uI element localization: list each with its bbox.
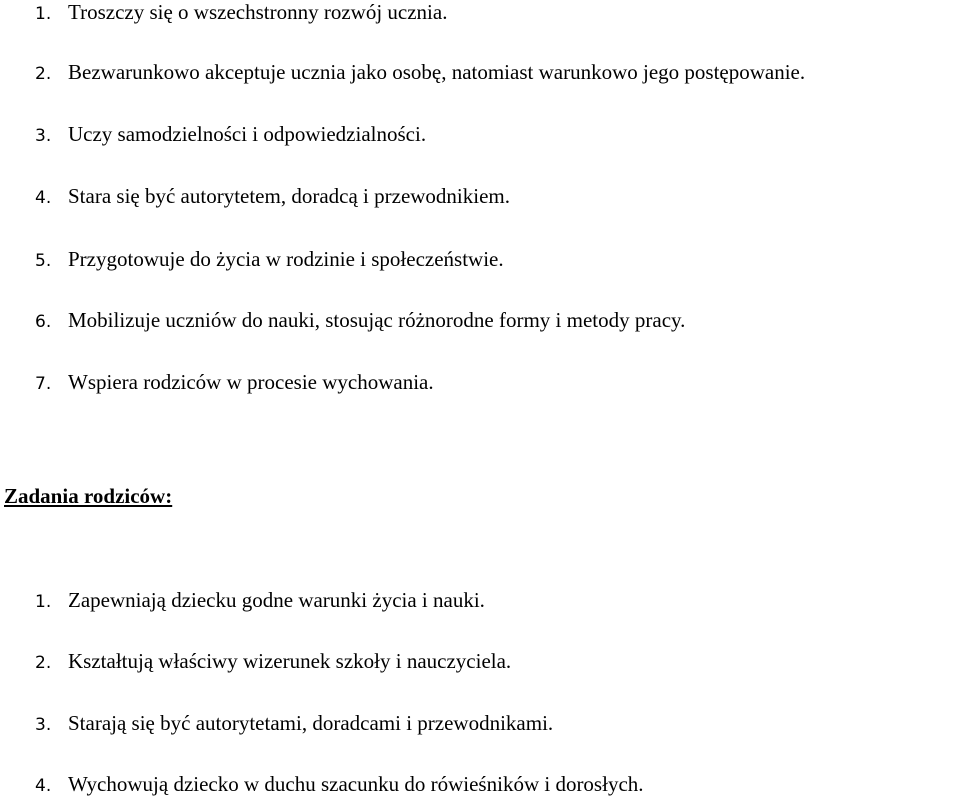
list-number: 2. [35, 64, 52, 84]
parent-task-item [0, 772, 644, 797]
list-text: Wspiera rodziców w procesie wychowania. [68, 370, 434, 394]
parent-task-item [0, 649, 511, 674]
list-text: Starają się być autorytetami, doradcami i przewodnikami. [68, 711, 554, 735]
teacher-task-item [0, 0, 447, 25]
list-text: Bezwarunkowo akceptuje ucznia jako osobę, natomiast warunkowo jego postępowanie. [68, 60, 806, 84]
list-number: 6. [35, 312, 52, 332]
teacher-task-item [0, 247, 504, 272]
list-number: 4. [35, 776, 52, 796]
list-text: Mobilizuje uczniów do nauki, stosując różnorodne formy i metody pracy. [68, 308, 686, 332]
list-text: Kształtują właściwy wizerunek szkoły i nauczyciela. [68, 649, 512, 673]
teacher-task-item [0, 370, 434, 395]
list-number: 3. [35, 715, 52, 735]
list-number: 5. [35, 251, 52, 271]
list-text: Zapewniają dziecku godne warunki życia i nauki. [68, 588, 485, 612]
list-number: 2. [35, 653, 52, 673]
teacher-task-item [0, 60, 805, 85]
parent-task-item [0, 588, 485, 613]
parent-task-item [0, 711, 553, 736]
list-number: 3. [35, 126, 52, 146]
list-text: Uczy samodzielności i odpowiedzialności. [68, 122, 427, 146]
list-text: Przygotowuje do życia w rodzinie i społeczeństwie. [68, 247, 504, 271]
list-text: Troszczy się o wszechstronny rozwój ucznia. [68, 0, 448, 24]
list-text: Wychowują dziecko w duchu szacunku do rówieśników i dorosłych. [68, 772, 644, 796]
teacher-task-item [0, 184, 510, 209]
list-number: 4. [35, 188, 52, 208]
list-number: 1. [35, 4, 52, 24]
teacher-task-item [0, 308, 685, 333]
list-number: 1. [35, 592, 52, 612]
list-number: 7. [35, 374, 52, 394]
section-heading: Zadania rodziców: [4, 484, 173, 508]
teacher-task-item [0, 122, 426, 147]
list-text: Stara się być autorytetem, doradcą i przewodnikiem. [68, 184, 511, 208]
